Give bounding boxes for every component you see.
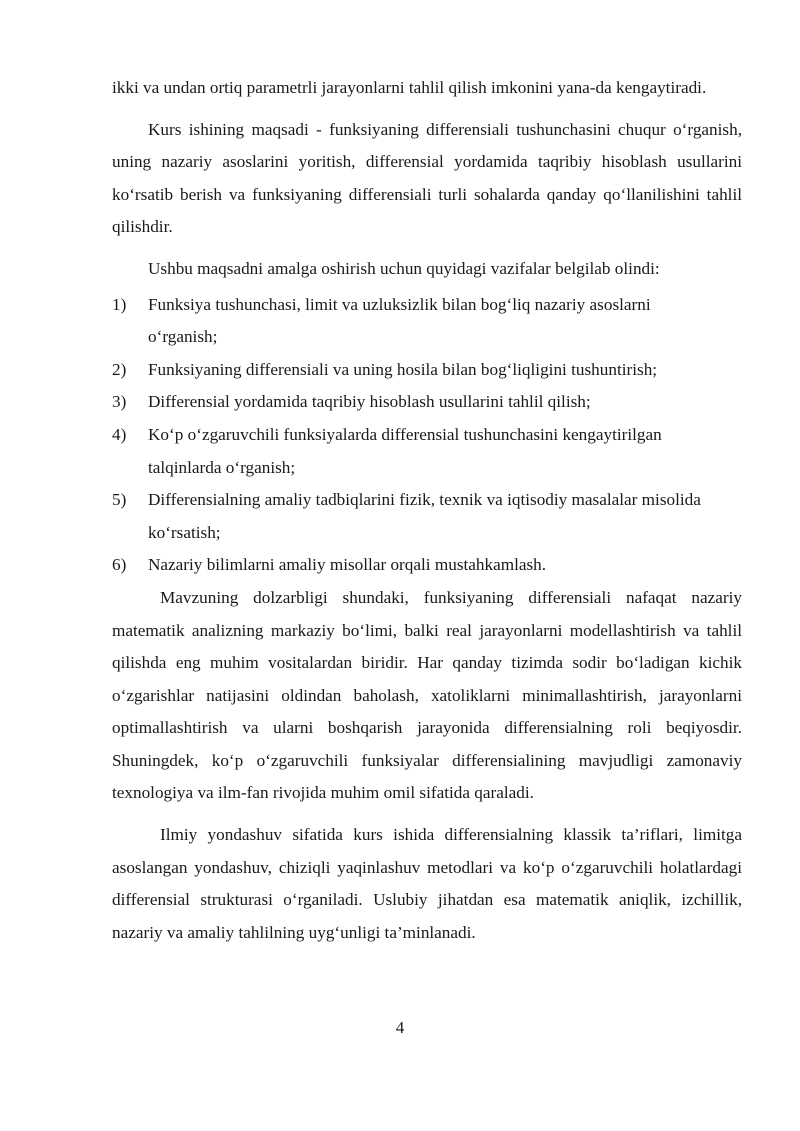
- list-item: [112, 386, 742, 419]
- list-item-number: 5): [112, 490, 127, 510]
- list-item-text: Differensialning amaliy tadbiqlarini fizik, texnik va iqtisodiy masalalar misolida ko‘rsatish;: [148, 490, 701, 542]
- list-item-text: Ko‘p o‘zgaruvchili funksiyalarda differensial tushunchasini kengaytirilgan talqinlarda o‘rganish;: [148, 424, 662, 477]
- list-item: [112, 354, 742, 387]
- list-item: [112, 419, 742, 484]
- page-number: 4: [395, 1018, 405, 1037]
- relevance-paragraph: Mavzuning dolzarbligi shundaki, funksiyaning differensiali nafaqat nazariy matematik analizning markaziy bo‘limi, balki real jarayonlarni modellashtirish va tahlil qilishda eng muhim vositalardan biridir. Har qanday tizimda sodir bo‘ladigan kichik o‘zgarishlar natijasini oldindan baholash, xatoliklarni minimallashtirish, jarayonlarni optimallashtirish va ularni boshqarish jarayonida differensialning roli beqiyosdir. Shuningdek, ko‘p o‘zgaruvchili funksiyalar differensialining mavjudligi zamonaviy texnologiya va ilm-fan rivojida muhim omil sifatida qaraladi.: [112, 587, 742, 803]
- intro-continuation-paragraph: ikki va undan ortiq parametrli jarayonlarni tahlil qilish imkonini yana-da kengaytiradi.: [112, 78, 707, 97]
- goal-paragraph: Kurs ishining maqsadi - funksiyaning differensiali tushunchasini chuqur o‘rganish, uning nazariy asoslarini yoritish, differensial yordamida taqribiy hisoblash usullarini ko‘rsatib berish va funksiyaning differensiali turli sohalarda qanday qo‘llanilishini tahlil qilishdir.: [112, 119, 742, 237]
- list-item-number: 2): [112, 359, 127, 379]
- list-item-number: 1): [112, 294, 127, 314]
- list-item: [112, 484, 742, 549]
- list-item: [112, 549, 742, 582]
- list-item-text: Differensial yordamida taqribiy hisoblash usullarini tahlil qilish;: [148, 392, 591, 412]
- list-item-text: Funksiya tushunchasi, limit va uzluksizlik bilan bog‘liq nazariy asoslarni o‘rganish;: [148, 294, 651, 347]
- tasks-list: [112, 289, 742, 582]
- list-item-number: 3): [112, 392, 127, 412]
- list-item-number: 6): [112, 555, 127, 575]
- list-item-text: Funksiyaning differensiali va uning hosila bilan bog‘liqligini tushuntirish;: [148, 359, 658, 379]
- list-item: [112, 289, 742, 354]
- list-item-text: Nazariy bilimlarni amaliy misollar orqali mustahkamlash.: [148, 555, 547, 575]
- document-page: [112, 72, 742, 949]
- approach-paragraph: Ilmiy yondashuv sifatida kurs ishida differensialning klassik ta’riflari, limitga asoslangan yondashuv, chiziqli yaqinlashuv metodlari va ko‘p o‘zgaruvchili holatlardagi differensial strukturasi o‘rganiladi. Uslubiy jihatdan esa matematik aniqlik, izchillik, nazariy va amaliy tahlilning uyg‘unligi ta’minlanadi.: [112, 825, 742, 942]
- list-item-number: 4): [112, 424, 127, 444]
- tasks-intro-paragraph: Ushbu maqsadni amalga oshirish uchun quyidagi vazifalar belgilab olindi:: [148, 258, 660, 278]
